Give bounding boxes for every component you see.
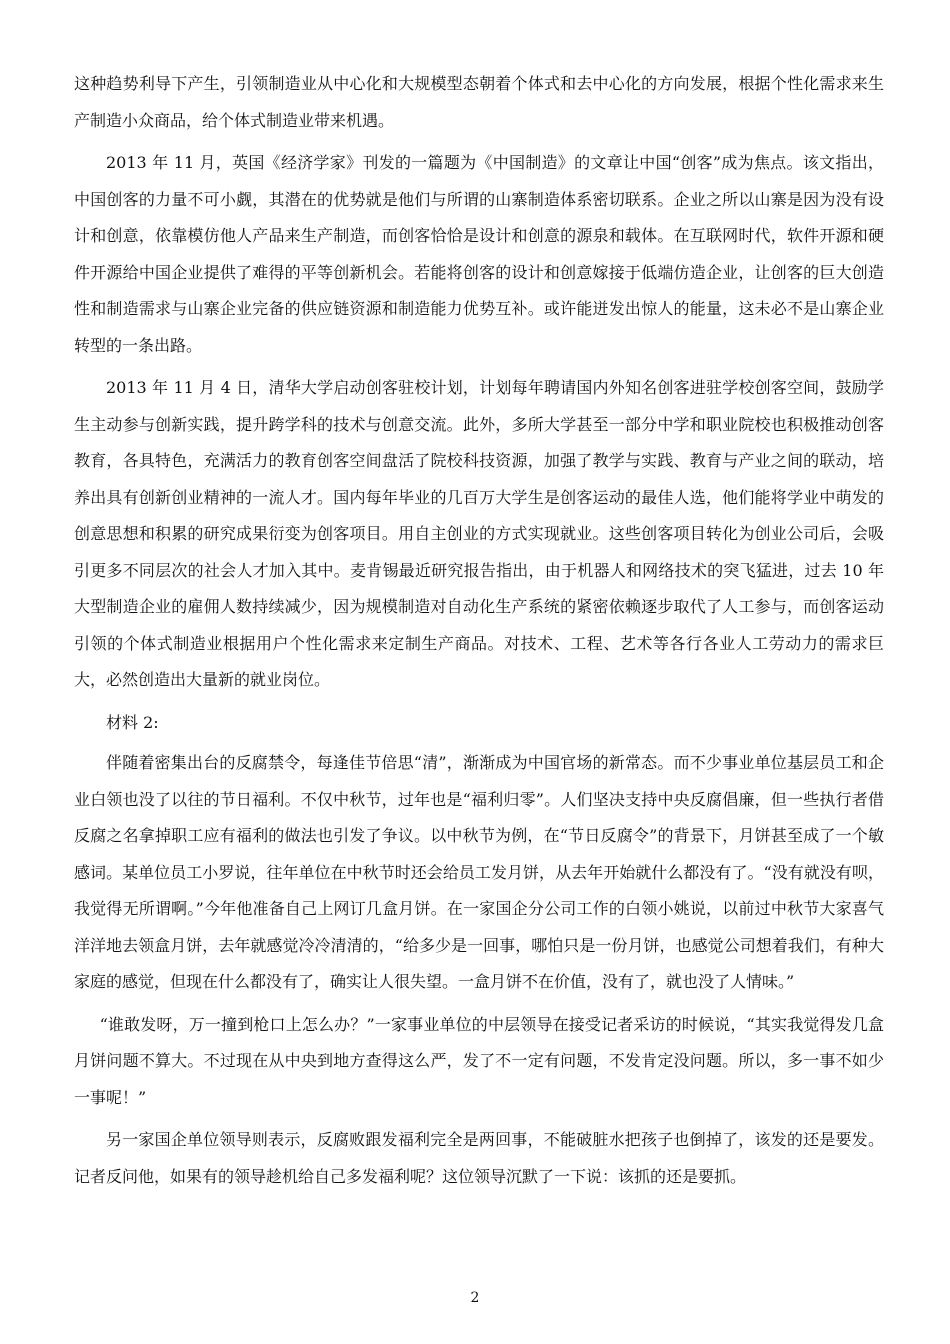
page-number: 2 [470, 1290, 480, 1306]
document-body [74, 66, 884, 1201]
paragraph-continuation: 这种趋势利导下产生，引领制造业从中心化和大规模型态朝着个体式和去中心化的方向发展，根据个性化需求来生产制造小众商品，给个体式制造业带来机遇。 [74, 74, 884, 130]
paragraph-economist-article: 2013 年 11 月，英国《经济学家》刊发的一篇题为《中国制造》的文章让中国“创客”成为焦点。该文指出，中国创客的力量不可小觑，其潜在的优势就是他们与所谓的山寨制造体系密切联系。企业之所以山寨是因为没有设计和创意，依靠模仿他人产品来生产制造，而创客恰恰是设计和创意的源泉和载体。在互联网时代，软件开源和硬件开源给中国企业提供了难得的平等创新机会。若能将创客的设计和创意嫁接于低端仿造企业，让创客的巨大创造性和制造需求与山寨企业完备的供应链资源和制造能力优势互补。或许能迸发出惊人的能量，这未必不是山寨企业转型的一条出路。 [74, 153, 884, 355]
paragraph-anti-corruption-welfare: 伴随着密集出台的反腐禁令，每逢佳节倍思“清”，渐渐成为中国官场的新常态。而不少事业单位基层员工和企业白领也没了以往的节日福利。不仅中秋节，过年也是“福利归零”。人们坚决支持中央反腐倡廉，但一些执行者借反腐之名拿掉职工应有福利的做法也引发了争议。以中秋节为例，在“节日反腐令”的背景下，月饼甚至成了一个敏感词。某单位员工小罗说，往年单位在中秋节时还会给员工发月饼，从去年开始就什么都没有了。“没有就没有呗，我觉得无所谓啊。”今年他准备自己上网订几盒月饼。在一家国企分公司工作的白领小姚说，以前过中秋节大家喜气洋洋地去领盒月饼，去年就感觉冷冷清清的，“给多少是一回事，哪怕只是一份月饼，也感觉公司想着我们，有种大家庭的感觉，但现在什么都没有了，确实让人很失望。一盒月饼不在价值，没有了，就也没了人情味。” [74, 753, 884, 991]
paragraph-leader-quote: “谁敢发呀，万一撞到枪口上怎么办？”一家事业单位的中层领导在接受记者采访的时候说，“其实我觉得发几盒月饼问题不算大。不过现在从中央到地方查得这么严，发了不一定有问题，不发肯定没问题。所以，多一事不如少一事呢！” [74, 1014, 884, 1107]
paragraph-tsinghua-maker-plan: 2013 年 11 月 4 日，清华大学启动创客驻校计划，计划每年聘请国内外知名创客进驻学校创客空间，鼓励学生主动参与创新实践，提升跨学科的技术与创意交流。此外，多所大学甚至一部分中学和职业院校也积极推动创客教育，各具特色，充满活力的教育创客空间盘活了院校科技资源，加强了教学与实践、教育与产业之间的联动，培养出具有创新创业精神的一流人才。国内每年毕业的几百万大学生是创客运动的最佳人选，他们能将学业中萌发的创意思想和积累的研究成果衍变为创客项目。用自主创业的方式实现就业。这些创客项目转化为创业公司后，会吸引更多不同层次的社会人才加入其中。麦肯锡最近研究报告指出，由于机器人和网络技术的突飞猛进，过去 10 年大型制造企业的雇佣人数持续减少，因为规模制造对自动化生产系统的紧密依赖逐步取代了人工参与，而创客运动引领的个体式制造业根据用户个性化需求来定制生产商品。对技术、工程、艺术等各行各业人工劳动力的需求巨大，必然创造出大量新的就业岗位。 [74, 378, 884, 689]
material-2-heading: 材料 2: [106, 712, 159, 732]
paragraph-soe-leader-response: 另一家国企单位领导则表示，反腐败跟发福利完全是两回事，不能破脏水把孩子也倒掉了，该发的还是要发。记者反问他，如果有的领导趁机给自己多发福利呢？这位领导沉默了一下说：该抓的还是要抓。 [74, 1130, 884, 1186]
